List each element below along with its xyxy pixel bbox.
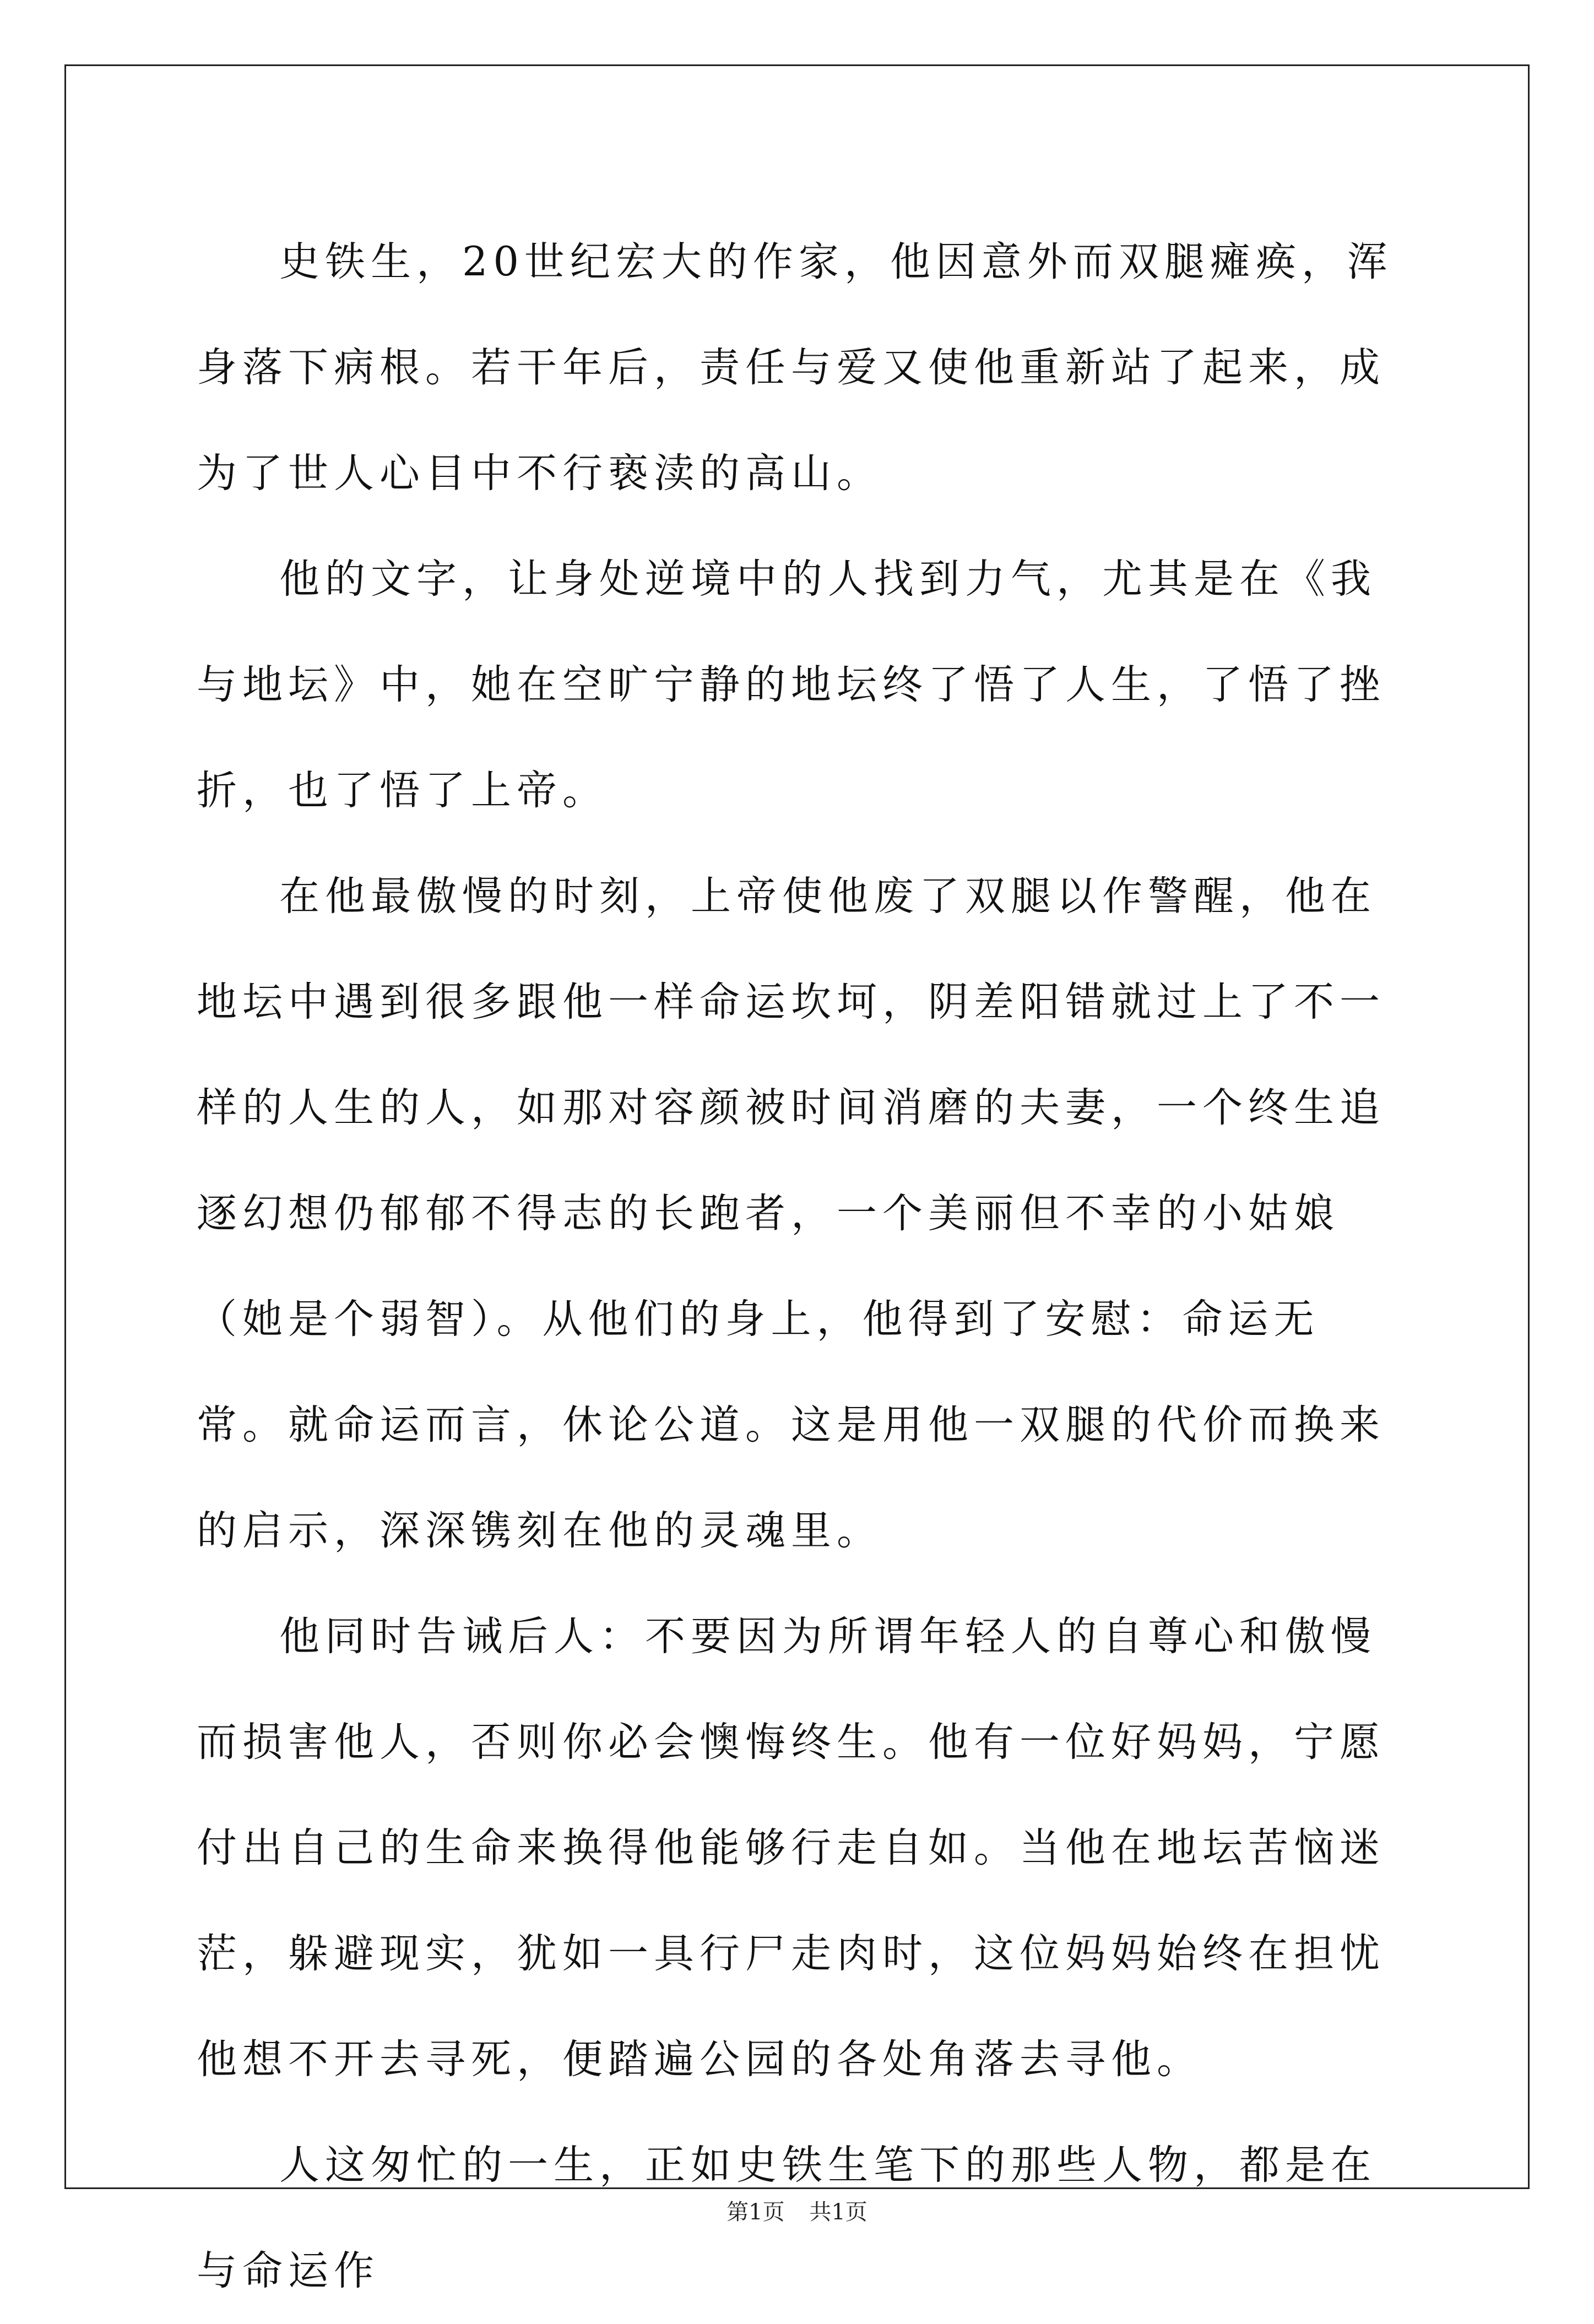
paragraph-5: 人这匆忙的一生，正如史铁生笔下的那些人物，都是在与命运作 (197, 2142, 1376, 2294)
paragraph-3: 在他最傲慢的时刻，上帝使他废了双腿以作警醒，他在地坛中遇到很多跟他一样命运坎坷，阴差阳错就过上了不一样的人生的人，如那对容颜被时间消磨的夫妻，一个终生追逐幻想仍郁郁不得志的长跑者，一个美丽但不幸的小姑娘（她是个弱智）。从他们的身上，他得到了安慰：命运无常。就命运而言，休论公道。这是用他一双腿的代价而换来的启示，深深镌刻在他的灵魂里。 (197, 873, 1385, 1554)
paragraph-1: 史铁生，20世纪宏大的作家，他因意外而双腿瘫痪，浑身落下病根。若干年后，责任与爱又使他重新站了起来，成为了世人心目中不行亵渎的高山。 (197, 238, 1393, 497)
paragraph-2: 他的文字，让身处逆境中的人找到力气，尤其是在《我与地坛》中，她在空旷宁静的地坛终了悟了人生，了悟了挫折，也了悟了上帝。 (197, 556, 1385, 814)
page-number-current: 第1页 (726, 2200, 785, 2225)
page-footer (0, 2195, 1594, 2226)
page-number-total: 共1页 (809, 2200, 868, 2225)
document-body (197, 209, 1397, 2324)
paragraph-4: 他同时告诫后人：不要因为所谓年轻人的自尊心和傲慢而损害他人，否则你必会懊悔终生。他有一位好妈妈，宁愿付出自己的生命来换得他能够行走自如。当他在地坛苦恼迷茫，躲避现实，犹如一具行尸走肉时，这位妈妈始终在担忧他想不开去寻死，便踏遍公园的各处角落去寻他。 (197, 1613, 1385, 2083)
